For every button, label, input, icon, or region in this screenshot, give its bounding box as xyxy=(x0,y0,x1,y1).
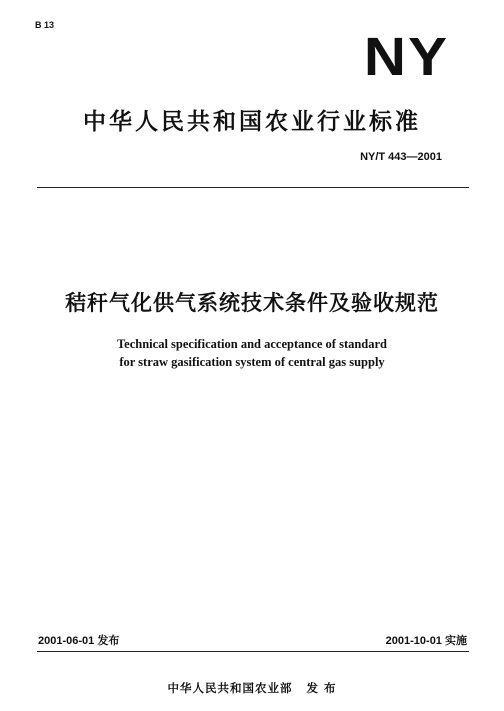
ics-code: B 13 xyxy=(35,20,55,30)
publisher-action: 发 布 xyxy=(306,681,337,695)
standard-category-title: 中华人民共和国农业行业标准 xyxy=(83,109,421,135)
standard-number: NY/T 443—2001 xyxy=(360,151,442,163)
issue-date-block xyxy=(38,632,119,648)
english-title xyxy=(0,335,504,371)
chinese-title: 秸秆气化供气系统技术条件及验收规范 xyxy=(65,291,439,315)
issue-date: 2001-06-01 xyxy=(38,635,95,647)
top-divider xyxy=(37,187,469,188)
ny-logo: NY xyxy=(363,27,450,87)
implement-date: 2001-10-01 xyxy=(385,635,442,647)
implement-date-block xyxy=(386,632,467,648)
publisher-name: 中华人民共和国农业部 xyxy=(167,681,293,695)
english-title-line-2: for straw gasification system of central gas supply xyxy=(119,355,385,369)
issue-label: 发布 xyxy=(97,634,120,647)
publisher-line xyxy=(0,680,504,696)
english-title-line-1: Technical specification and acceptance of standard xyxy=(116,337,388,351)
bottom-divider xyxy=(37,651,469,652)
implement-label: 实施 xyxy=(445,634,467,647)
